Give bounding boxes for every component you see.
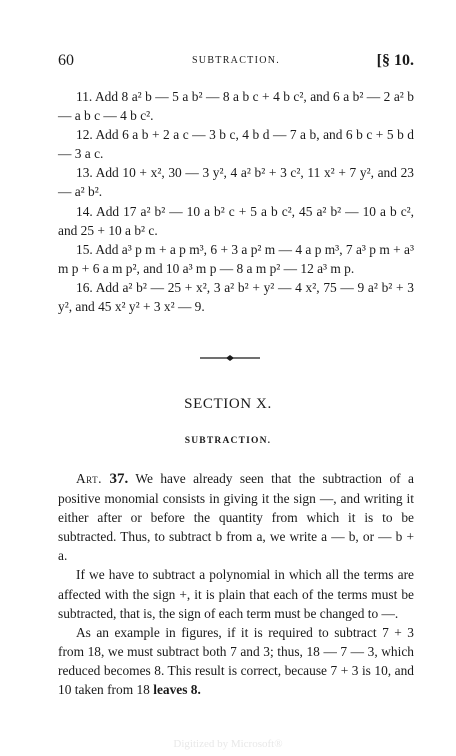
exercise-item: 13. Add 10 + x², 30 — 3 y², 4 a² b² + 3 c², 11 x² + 7 y², and 23 — a² b². <box>58 165 414 200</box>
article-label: Art. <box>76 471 102 486</box>
article-body <box>58 469 414 699</box>
paragraph-text: As an example in figures, if it is required to subtract 7 + 3 from 18, we must subtract both 7 and 3; thus, 18 — 7 — 3, which reduced becomes 8. This result is correct, because 7 + 3 is 10, and 10 taken from 18 <box>58 624 414 698</box>
paragraph-end: leaves 8. <box>153 682 201 698</box>
section-reference: [§ 10. <box>376 52 414 69</box>
exercise-item: 14. Add 17 a² b² — 10 a b² c + 5 a b c², 45 a² b² — 10 a b c², and 25 + 10 a b² c. <box>58 203 414 238</box>
digitization-watermark: Digitized by Microsoft® <box>173 738 283 750</box>
exercise-list <box>58 87 414 316</box>
exercise-item: 16. Add a² b² — 25 + x², 3 a² b² + y² — 4 x², 75 — 9 a² b² + 3 y², and 45 x² y² + 3 x² — 9. <box>58 279 414 315</box>
paragraph <box>58 469 414 565</box>
paragraph <box>58 623 414 699</box>
article-number: 37. <box>109 471 129 487</box>
section-subtitle: SUBTRACTION. <box>184 436 272 446</box>
exercise-item: 15. Add a³ p m + a p m³, 6 + 3 a p² m — 4 a p m³, 7 a³ p m + a³ m p + 6 a m p², and 10 a³ m p — 8 a m p² — 12 a³ m p. <box>58 241 414 276</box>
paragraph-text: We have already seen that the subtraction of a positive monomial consists in giving it the sign —, and writing it either after or before the quantity from which it is to be subtracted. Thus, to subtract b from a, we write a — b, or — b + a. <box>58 471 414 564</box>
exercise-item: 11. Add 8 a² b — 5 a b² — 8 a b c + 4 b c², and 6 a b² — 2 a² b — a b c — 4 b c². <box>58 89 414 124</box>
exercise-item: 12. Add 6 a b + 2 a c — 3 b c, 4 b d — 7 a b, and 6 b c + 5 b d — 3 a c. <box>58 127 414 162</box>
section-title: SECTION X. <box>184 396 272 412</box>
section-divider-ornament <box>200 354 260 362</box>
paragraph: If we have to subtract a polynomial in which all the terms are affected with the sign +, it is plain that each of the terms must be subtracted, that is, the sign of each term must be changed to —. <box>58 567 414 621</box>
page-header <box>58 52 414 72</box>
running-head: SUBTRACTION. <box>191 55 281 66</box>
page-number: 60 <box>58 52 74 69</box>
